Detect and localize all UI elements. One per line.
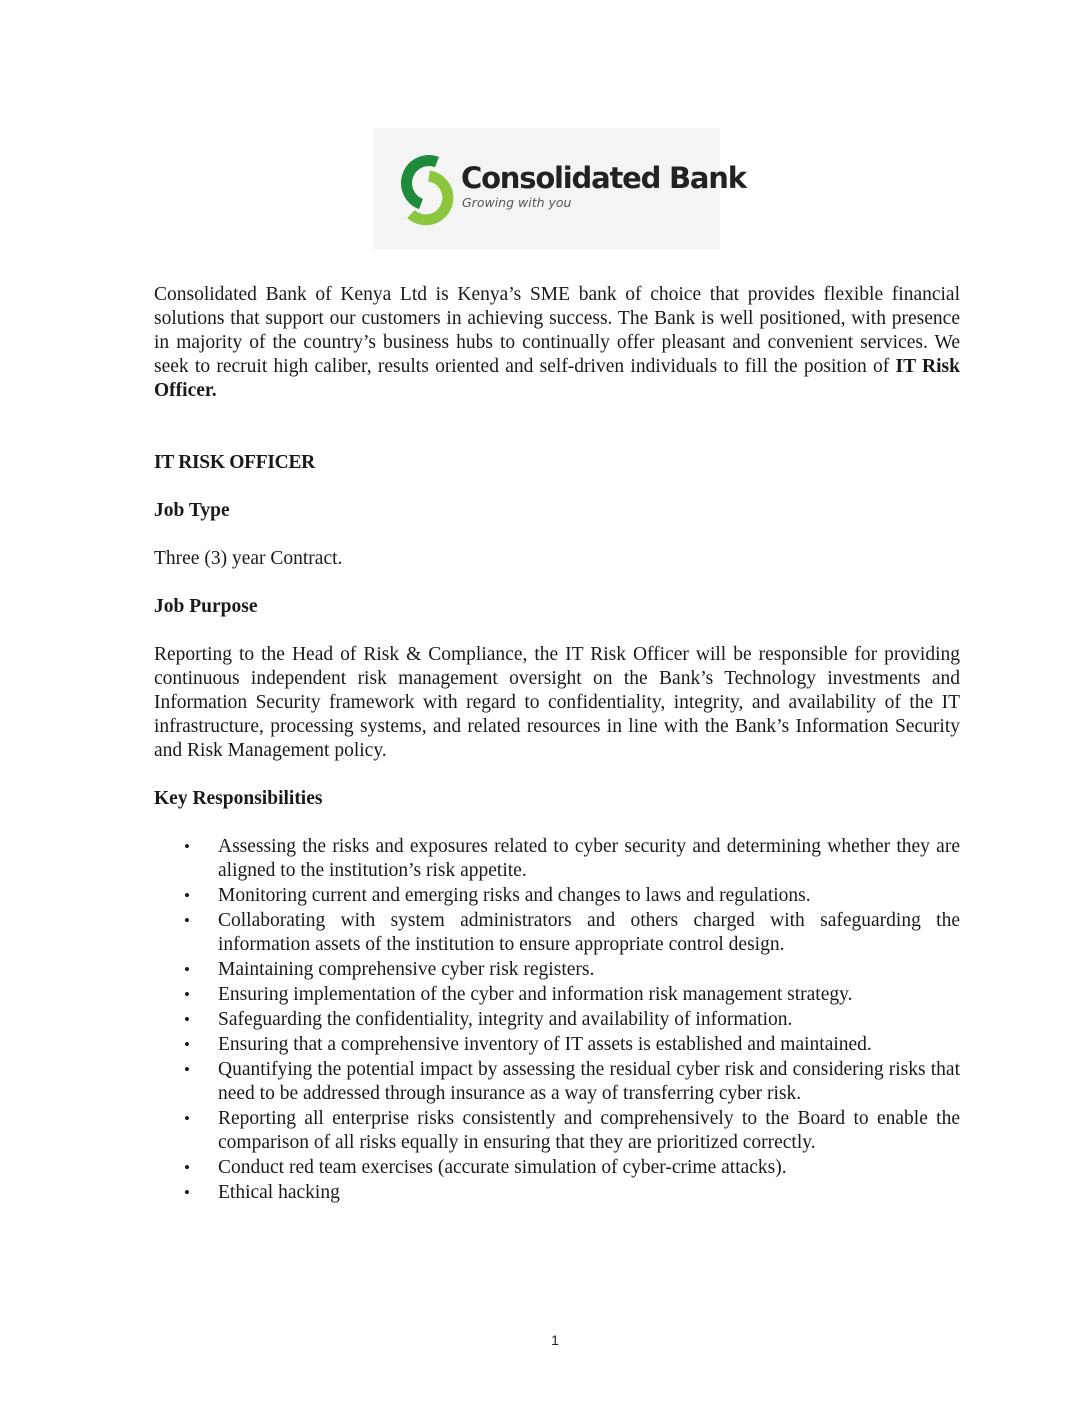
logo-bank-name: Consolidated Bank — [461, 161, 746, 195]
list-item-text: Assessing the risks and exposures related to cyber security and determining whether they are aligned to the institution’s risk appetite. — [218, 836, 960, 881]
job-title: IT RISK OFFICER — [154, 452, 315, 473]
list-item — [154, 958, 960, 982]
bullet-icon: • — [184, 960, 190, 979]
list-item — [154, 884, 960, 908]
list-item — [154, 1033, 960, 1057]
list-item-text: Safeguarding the confidentiality, integrity and availability of information. — [218, 1009, 793, 1030]
page-number: 1 — [551, 1332, 559, 1348]
intro-paragraph — [154, 283, 960, 403]
job-purpose-heading: Job Purpose — [154, 596, 258, 617]
key-responsibilities-heading: Key Responsibilities — [154, 788, 323, 809]
bank-logo-mark-icon — [395, 148, 457, 228]
list-item-text: Quantifying the potential impact by assessing the residual cyber risk and considering risks that need to be addressed through insurance as a way of transferring cyber risk. — [218, 1059, 960, 1104]
list-item-text: Reporting all enterprise risks consistently and comprehensively to the Board to enable the comparison of all risks equally in ensuring that they are prioritized correctly. — [218, 1108, 960, 1153]
list-item — [154, 1058, 960, 1106]
list-item-text: Ethical hacking — [218, 1182, 340, 1203]
list-item — [154, 1156, 960, 1180]
bullet-icon: • — [184, 1035, 190, 1054]
bullet-icon: • — [184, 1158, 190, 1177]
document-body — [154, 283, 960, 1206]
logo-tagline: Growing with you — [462, 195, 572, 210]
intro-position-name: IT Risk Officer. — [154, 356, 960, 401]
bullet-icon: • — [184, 837, 190, 856]
list-item — [154, 1107, 960, 1155]
job-purpose-text: Reporting to the Head of Risk & Compliance, the IT Risk Officer will be responsible for providing continuous independent risk management oversight on the Bank’s Technology investments and Information Security framework with regard to confidentiality, integrity, and availability of the IT infrastructure, processing systems, and related resources in line with the Bank’s Information Security and Risk Management policy. — [154, 644, 960, 761]
list-item — [154, 1008, 960, 1032]
bullet-icon: • — [184, 1183, 190, 1202]
list-item-text: Conduct red team exercises (accurate simulation of cyber-crime attacks). — [218, 1157, 787, 1178]
job-type-heading: Job Type — [154, 500, 230, 521]
list-item-text: Monitoring current and emerging risks and changes to laws and regulations. — [218, 885, 811, 906]
list-item — [154, 909, 960, 957]
list-item-text: Ensuring that a comprehensive inventory of IT assets is established and maintained. — [218, 1034, 872, 1055]
bullet-icon: • — [184, 886, 190, 905]
list-item — [154, 983, 960, 1007]
bullet-icon: • — [184, 985, 190, 1004]
list-item-text: Maintaining comprehensive cyber risk registers. — [218, 959, 595, 980]
bank-logo — [373, 128, 746, 249]
list-item — [154, 835, 960, 883]
list-item — [154, 1181, 960, 1205]
bullet-icon: • — [184, 1010, 190, 1029]
bullet-icon: • — [184, 911, 190, 930]
responsibilities-list — [154, 835, 960, 1205]
list-item-text: Ensuring implementation of the cyber and information risk management strategy. — [218, 984, 853, 1005]
list-item-text: Collaborating with system administrators and others charged with safeguarding the information assets of the institution to ensure appropriate control design. — [218, 910, 960, 955]
job-type-text: Three (3) year Contract. — [154, 548, 343, 569]
intro-text: Consolidated Bank of Kenya Ltd is Kenya’s SME bank of choice that provides flexible financial solutions that support our customers in achieving success. The Bank is well positioned, with presence in majority of the country’s business hubs to continually offer pleasant and convenient services. We seek to recruit high caliber, results oriented and self-driven individuals to fill the position of — [154, 284, 960, 377]
bullet-icon: • — [184, 1060, 190, 1079]
bullet-icon: • — [184, 1109, 190, 1128]
